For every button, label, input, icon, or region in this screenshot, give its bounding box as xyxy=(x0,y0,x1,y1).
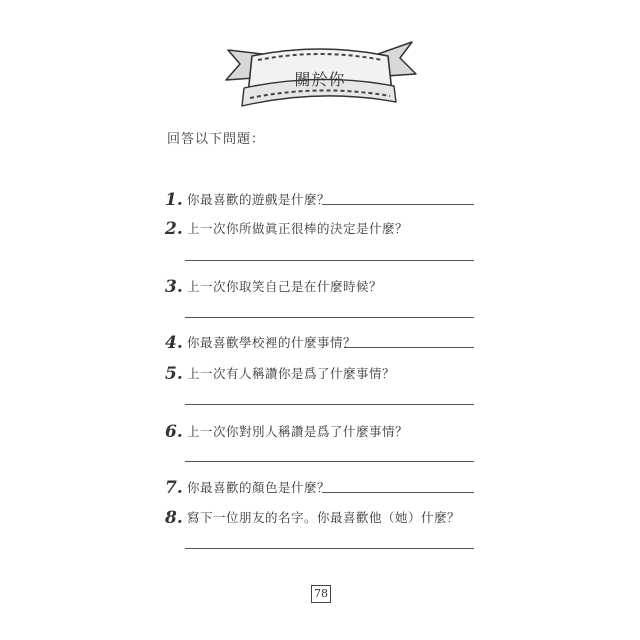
page-number: 78 xyxy=(311,585,331,603)
question-6 xyxy=(165,422,408,442)
question-1 xyxy=(165,190,330,210)
question-3 xyxy=(165,277,382,297)
question-number: 2. xyxy=(165,219,183,239)
question-number: 1. xyxy=(165,190,183,210)
answer-line-5[interactable] xyxy=(185,404,474,405)
answer-line-4[interactable] xyxy=(344,347,474,348)
question-7 xyxy=(165,478,330,498)
question-text: 你最喜歡的顏色是什麼？ xyxy=(186,480,330,495)
answer-line-2[interactable] xyxy=(185,260,474,261)
question-2 xyxy=(165,219,408,239)
answer-line-6[interactable] xyxy=(185,461,474,462)
question-number: 7. xyxy=(165,478,183,498)
question-text: 上一次有人稱讚你是爲了什麼事情？ xyxy=(186,366,395,381)
page-title: 關於你 xyxy=(294,70,346,89)
question-text: 上一次你取笑自己是在什麼時候？ xyxy=(186,279,382,294)
answer-line-1[interactable] xyxy=(322,204,474,205)
question-number: 3. xyxy=(165,277,183,297)
question-text: 你最喜歡學校裡的什麼事情？ xyxy=(186,335,356,350)
question-text: 你最喜歡的遊戲是什麼？ xyxy=(186,192,330,207)
question-text: 上一次你對別人稱讚是爲了什麼事情？ xyxy=(186,424,408,439)
question-number: 6. xyxy=(165,422,183,442)
answer-line-7[interactable] xyxy=(322,492,474,493)
answer-line-3[interactable] xyxy=(185,317,474,318)
question-text: 寫下一位朋友的名字。你最喜歡他（她）什麼？ xyxy=(186,510,460,525)
question-number: 8. xyxy=(165,508,183,528)
question-number: 4. xyxy=(165,333,183,353)
answer-line-8[interactable] xyxy=(185,548,474,549)
question-number: 5. xyxy=(165,364,183,384)
question-text: 上一次你所做眞正很棒的決定是什麼？ xyxy=(186,221,408,236)
question-5 xyxy=(165,364,395,384)
question-4 xyxy=(165,333,356,353)
instruction-text: 回答以下問題： xyxy=(167,132,266,147)
question-8 xyxy=(165,508,460,528)
